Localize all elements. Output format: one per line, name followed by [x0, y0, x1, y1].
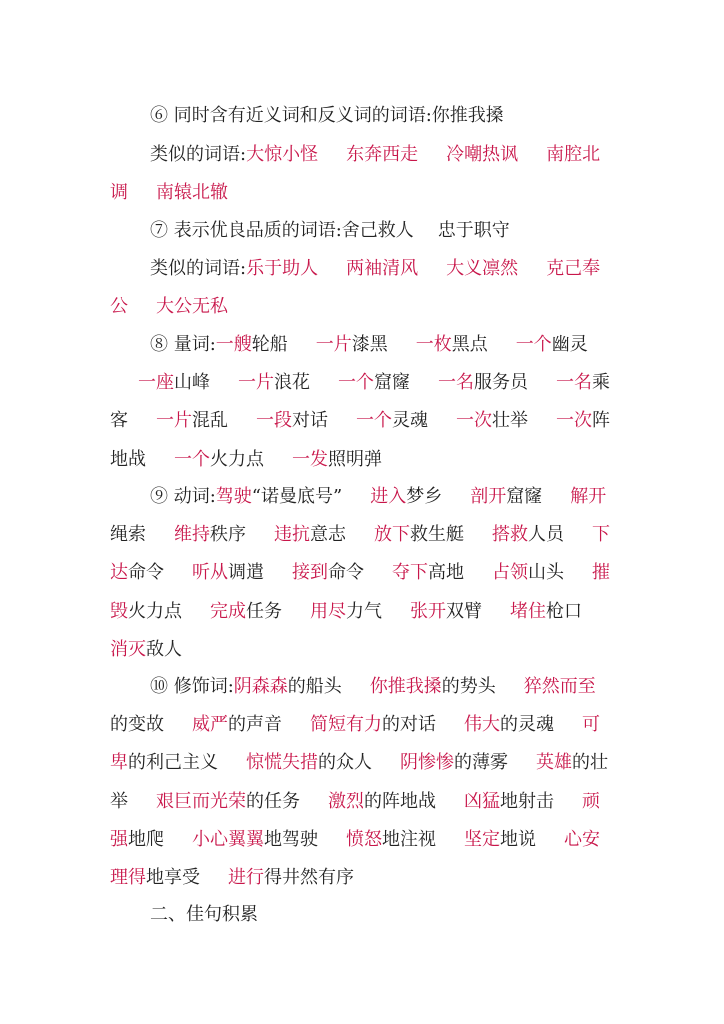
highlighted-word: 一名: [556, 372, 592, 394]
highlighted-word: 一片: [315, 334, 352, 355]
highlighted-word: 维持: [174, 524, 210, 546]
highlighted-word: 完成: [210, 600, 246, 622]
highlighted-word: 冷嘲热讽: [446, 144, 519, 165]
text-segment: 地享受: [146, 867, 200, 889]
text-segment: 灵魂: [392, 410, 428, 432]
text-segment: 黑点: [451, 334, 488, 355]
highlighted-word: 激烈: [328, 790, 364, 812]
text-segment: 地爬: [128, 828, 164, 850]
text-segment: 的势头: [441, 676, 496, 697]
highlighted-word: 一座: [138, 372, 174, 394]
highlighted-word: 进入: [370, 486, 407, 507]
highlighted-word: 可卑: [110, 714, 600, 774]
highlighted-word: 心安理得: [110, 828, 600, 889]
highlighted-word: 猝然而至: [523, 676, 596, 697]
highlighted-word: 坚定: [464, 828, 500, 850]
highlighted-word: 大惊小怪: [246, 144, 319, 165]
highlighted-word: 一片: [238, 372, 274, 394]
text-segment: 力气: [346, 600, 382, 622]
paragraph-measure-words: [110, 326, 610, 479]
highlighted-word: 愤怒: [346, 828, 382, 850]
text-segment: 得井然有序: [264, 867, 354, 889]
text-segment: 地注视: [382, 828, 436, 850]
text-segment: ⑩ 修饰词:: [150, 676, 234, 697]
text-segment: 混乱: [192, 410, 228, 432]
text-segment: 窟窿: [506, 486, 543, 507]
highlighted-word: 一次: [556, 410, 592, 432]
text-segment: 的灵魂: [500, 714, 554, 736]
highlighted-word: 摧毁: [110, 562, 610, 622]
highlighted-word: 惊慌失措: [246, 752, 318, 774]
text-segment: 火力点: [210, 448, 264, 470]
paragraph-synonym-antonym: [110, 97, 610, 135]
text-segment: ⑥ 同时含有近义词和反义词的词语:你推我搡: [150, 105, 504, 126]
text-segment: 的变故: [110, 714, 164, 736]
text-segment: 枪口: [546, 600, 582, 622]
highlighted-word: 放下: [374, 524, 410, 546]
text-segment: 命令: [128, 562, 164, 584]
text-segment: 意志: [310, 524, 346, 546]
text-segment: 梦乡: [406, 486, 443, 507]
text-segment: 的船头: [287, 676, 342, 697]
highlighted-word: 消灭: [110, 638, 146, 660]
text-segment: 命令: [328, 562, 364, 584]
highlighted-word: 阴森森: [233, 676, 288, 697]
text-segment: 的任务: [246, 790, 300, 812]
highlighted-word: 你推我搡: [369, 676, 442, 697]
text-segment: 阵地战: [110, 410, 610, 470]
text-segment: 的众人: [318, 752, 372, 774]
text-segment: 山头: [528, 562, 564, 584]
highlighted-word: 一名: [438, 372, 474, 394]
highlighted-word: 两袖清风: [346, 258, 419, 279]
text-segment: 调遣: [228, 562, 264, 584]
highlighted-word: 大义凛然: [446, 258, 519, 279]
highlighted-word: 夺下: [392, 562, 428, 584]
highlighted-word: 威严: [192, 714, 228, 736]
paragraph-modifiers: [110, 668, 610, 897]
highlighted-word: 一枚: [415, 334, 452, 355]
highlighted-word: 小心翼翼: [192, 828, 264, 850]
highlighted-word: 下达: [110, 524, 610, 584]
paragraph-verbs: [110, 478, 610, 669]
text-segment: 服务员: [474, 372, 528, 394]
text-segment: 的壮举: [110, 752, 608, 812]
highlighted-word: 用尽: [310, 600, 346, 622]
text-segment: 双臂: [446, 600, 482, 622]
highlighted-word: 接到: [292, 562, 328, 584]
text-segment: 幽灵: [551, 334, 588, 355]
text-segment: 漆黑: [351, 334, 388, 355]
text-segment: 秩序: [210, 524, 246, 546]
text-segment: 乘客: [110, 372, 610, 432]
highlighted-word: 英雄: [536, 752, 572, 774]
highlighted-word: 艰巨而光荣: [156, 790, 246, 812]
highlighted-word: 堵住: [510, 600, 546, 622]
highlighted-word: 驾驶: [215, 486, 252, 507]
text-segment: 火力点: [128, 600, 182, 622]
highlighted-word: 一个: [174, 448, 210, 470]
text-segment: 绳索: [110, 524, 146, 546]
highlighted-word: 违抗: [274, 524, 310, 546]
highlighted-word: 伟大: [464, 714, 500, 736]
highlighted-word: 一个: [356, 410, 392, 432]
highlighted-word: 一发: [292, 448, 328, 470]
highlighted-word: 阴惨惨: [400, 752, 454, 774]
highlighted-word: 南腔北调: [110, 144, 601, 204]
highlighted-word: 一段: [256, 410, 292, 432]
text-segment: 的对话: [382, 714, 436, 736]
highlighted-word: 顽强: [110, 790, 600, 850]
highlighted-word: 一个: [515, 334, 552, 355]
paragraph-similar-words-1: [110, 136, 610, 212]
text-segment: 窟窿: [374, 372, 410, 394]
highlighted-word: 搭救: [492, 524, 528, 546]
paragraph-similar-words-2: [110, 250, 610, 326]
text-segment: ⑧ 量词:: [150, 334, 216, 355]
text-segment: 救生艇: [410, 524, 464, 546]
text-segment: 壮举: [492, 410, 528, 432]
text-segment: ⑦ 表示优良品质的词语:舍己救人: [150, 220, 414, 241]
text-segment: 人员: [528, 524, 564, 546]
text-segment: 忠于职守: [437, 220, 510, 241]
text-segment: 轮船: [251, 334, 288, 355]
text-segment: 高地: [428, 562, 464, 584]
highlighted-word: 听从: [192, 562, 228, 584]
text-segment: 地驾驶: [264, 828, 318, 850]
highlighted-word: 凶猛: [464, 790, 500, 812]
highlighted-word: 克己奉公: [110, 258, 601, 318]
text-segment: 山峰: [174, 372, 210, 394]
text-segment: 的声音: [228, 714, 282, 736]
text-segment: 对话: [292, 410, 328, 432]
text-segment: “诺曼底号”: [251, 486, 343, 507]
highlighted-word: 南辕北辙: [156, 182, 228, 204]
text-segment: 的薄雾: [454, 752, 508, 774]
text-segment: 的阵地战: [364, 790, 436, 812]
paragraph-good-qualities: [110, 212, 610, 250]
highlighted-word: 简短有力: [310, 714, 382, 736]
highlighted-word: 一艘: [215, 334, 252, 355]
text-segment: 任务: [246, 600, 282, 622]
text-segment: 类似的词语:: [150, 258, 247, 279]
text-segment: ⑨ 动词:: [150, 486, 216, 507]
highlighted-word: 张开: [410, 600, 446, 622]
highlighted-word: 东奔西走: [346, 144, 419, 165]
section-heading-sentences: [110, 896, 610, 934]
text-segment: 浪花: [274, 372, 310, 394]
highlighted-word: 解开: [570, 486, 607, 507]
highlighted-word: 一个: [338, 372, 374, 394]
highlighted-word: 一次: [456, 410, 492, 432]
highlighted-word: 大公无私: [156, 296, 228, 318]
highlighted-word: 占领: [492, 562, 528, 584]
text-segment: 照明弹: [328, 448, 382, 470]
text-segment: 的利己主义: [128, 752, 218, 774]
highlighted-word: 乐于助人: [246, 258, 319, 279]
highlighted-word: 进行: [228, 867, 264, 889]
text-segment: 敌人: [146, 638, 182, 660]
highlighted-word: 一片: [156, 410, 192, 432]
text-segment: 地说: [500, 828, 536, 850]
highlighted-word: 剖开: [470, 486, 507, 507]
text-segment: 二、佳句积累: [150, 904, 258, 925]
text-segment: 地射击: [500, 790, 554, 812]
text-segment: 类似的词语:: [150, 144, 247, 165]
